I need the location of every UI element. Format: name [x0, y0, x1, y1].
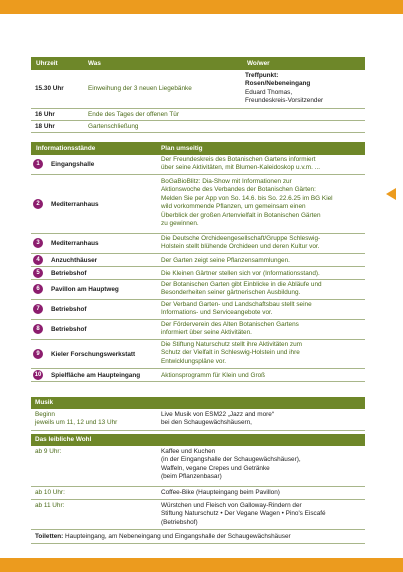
stand-number-badge: 7	[33, 304, 43, 314]
stand-number-badge: 9	[33, 349, 43, 359]
stand-location: Betriebshof	[51, 306, 87, 313]
stand-description: Der Botanischen Garten gibt Einblicke in die Abläufe und Besonderheiten seiner gärtnerischen Ausbildung.	[161, 281, 322, 297]
food-description: Kaffee und Kuchen (in der Eingangshalle der Schaugewächshäuser), Waffeln, vegane Crepes und Getränke (beim Pflanzenbasar)	[161, 448, 301, 481]
row-what: Gartenschließung	[88, 123, 139, 130]
top-accent-bar	[0, 0, 403, 14]
stand-number-badge: 1	[33, 159, 43, 169]
toilets-text: Haupteingang, am Nebeneingang und Eingangshalle der Schaugewächshäuser	[63, 533, 291, 540]
stand-description: Der Förderverein des Alten Botanischen Gartens informiert über seine Aktivitäten.	[161, 321, 299, 337]
stand-row	[31, 175, 365, 234]
program-header	[31, 57, 365, 70]
stand-number-badge: 4	[33, 255, 43, 265]
stand-location: Kieler Forschungswerkstatt	[51, 351, 136, 358]
stand-description: Die Deutsche Orchideengesellschaft/Gruppe Schleswig- Holstein stellt blühende Orchideen und deren Kultur vor.	[161, 235, 321, 251]
stand-location: Spielfläche am Haupteingang	[51, 372, 141, 379]
row-what: Einweihung der 3 neuen Liegebänke	[88, 85, 192, 92]
stand-row	[31, 155, 365, 175]
stand-number-badge: 5	[33, 268, 43, 278]
program-row	[31, 121, 365, 133]
program-row	[31, 70, 365, 109]
stand-description: Der Garten zeigt seine Pflanzensammlungen.	[161, 257, 290, 264]
stand-description: Der Freundeskreis des Botanischen Gartens informiert über seine Aktivitäten, mit Blumen-Kaleidoskop u.v.m. ...	[161, 156, 321, 172]
stand-location: Betriebshof	[51, 326, 87, 333]
row-time: 16 Uhr	[35, 111, 55, 118]
toilets-info	[35, 533, 291, 540]
toilets-row	[31, 530, 365, 544]
music-section	[31, 397, 365, 431]
row-time: 18 Uhr	[35, 123, 55, 130]
stand-description: Der Verband Garten- und Landschaftsbau stellt seine Informations- und Serviceangebote vor.	[161, 301, 312, 317]
stand-row	[31, 234, 365, 254]
row-time: 15.30 Uhr	[35, 85, 64, 92]
food-time: ab 9 Uhr:	[35, 448, 62, 455]
stand-row	[31, 369, 365, 382]
stand-description: BoGaBioBlitz: Dia-Show mit Informationen zur Aktionswoche des Verbandes der Botanischen Gärten: Melden Sie per App von So. 14.6. bis So. 22.6.25 im BG Kiel wild vorkommende Pflanzen, um gemeinsam einen Überblick der großen Artenvielfalt in Botanischen Gärten zu gewinnen.	[161, 178, 333, 228]
food-header: Das leibliche Wohl	[31, 434, 365, 446]
header-stands: Informationsstände	[36, 145, 96, 152]
stand-number-badge: 2	[33, 199, 43, 209]
info-stands-table	[31, 142, 365, 382]
stand-row	[31, 340, 365, 369]
food-time: ab 11 Uhr:	[35, 502, 65, 509]
header-where: Wo/wer	[247, 60, 270, 67]
stand-row	[31, 280, 365, 300]
food-description: Würstchen und Fleisch von Galloway-Rindern der Stiftung Naturschutz • Der Vegane Wagen • Pino's Eiscafé (Betriebshof)	[161, 502, 326, 526]
food-time: ab 10 Uhr:	[35, 489, 65, 496]
stand-number-badge: 10	[34, 372, 42, 378]
stand-description: Die Kleinen Gärtner stellen sich vor (Informationsstand).	[161, 270, 320, 277]
stand-row	[31, 267, 365, 280]
food-section	[31, 434, 365, 544]
music-header: Musik	[31, 397, 365, 409]
stands-header	[31, 142, 365, 155]
food-description: Coffee-Bike (Haupteingang beim Pavillon)	[161, 489, 280, 496]
stand-location: Mediterranhaus	[51, 201, 99, 208]
music-time: Beginn jeweils um 11, 12 und 13 Uhr	[35, 411, 118, 427]
header-time: Uhrzeit	[36, 60, 58, 67]
food-row	[31, 500, 365, 530]
header-what: Was	[88, 60, 101, 67]
stand-description: Aktionsprogramm für Klein und Groß	[161, 372, 266, 379]
row-where: Treffpunkt: Rosen/Nebeneingang Eduard Thomas, Freundeskreis-Vorsitzender	[245, 72, 324, 105]
stand-location: Anzuchthäuser	[51, 257, 98, 264]
stand-location: Betriebshof	[51, 270, 87, 277]
bottom-accent-bar	[0, 558, 403, 572]
stand-number-badge: 6	[33, 284, 43, 294]
music-row	[31, 409, 365, 431]
toilets-label: Toiletten:	[35, 533, 64, 540]
stand-row	[31, 300, 365, 320]
stand-number-badge: 3	[33, 238, 43, 248]
row-what: Ende des Tages der offenen Tür	[88, 111, 179, 118]
program-row	[31, 109, 365, 121]
stand-number-badge: 8	[33, 324, 43, 334]
stand-location: Eingangshalle	[51, 161, 95, 168]
stand-location: Mediterranhaus	[51, 240, 99, 247]
plan-arrow-icon	[386, 188, 396, 200]
header-plan: Plan umseitig	[161, 145, 203, 152]
program-table	[31, 57, 365, 133]
music-description: Live Musik von ESM22 „Jazz and more“ bei den Schaugewächshäusern,	[161, 411, 274, 427]
food-row	[31, 446, 365, 487]
stand-row	[31, 320, 365, 340]
stand-row	[31, 254, 365, 267]
stand-description: Die Stiftung Naturschutz stellt ihre Aktivitäten zum Schutz der Vielfalt in Schleswig-Holstein und ihre Entwicklungspläne vor.	[161, 341, 303, 365]
stand-location: Pavillon am Hauptweg	[51, 286, 119, 293]
food-row	[31, 487, 365, 500]
